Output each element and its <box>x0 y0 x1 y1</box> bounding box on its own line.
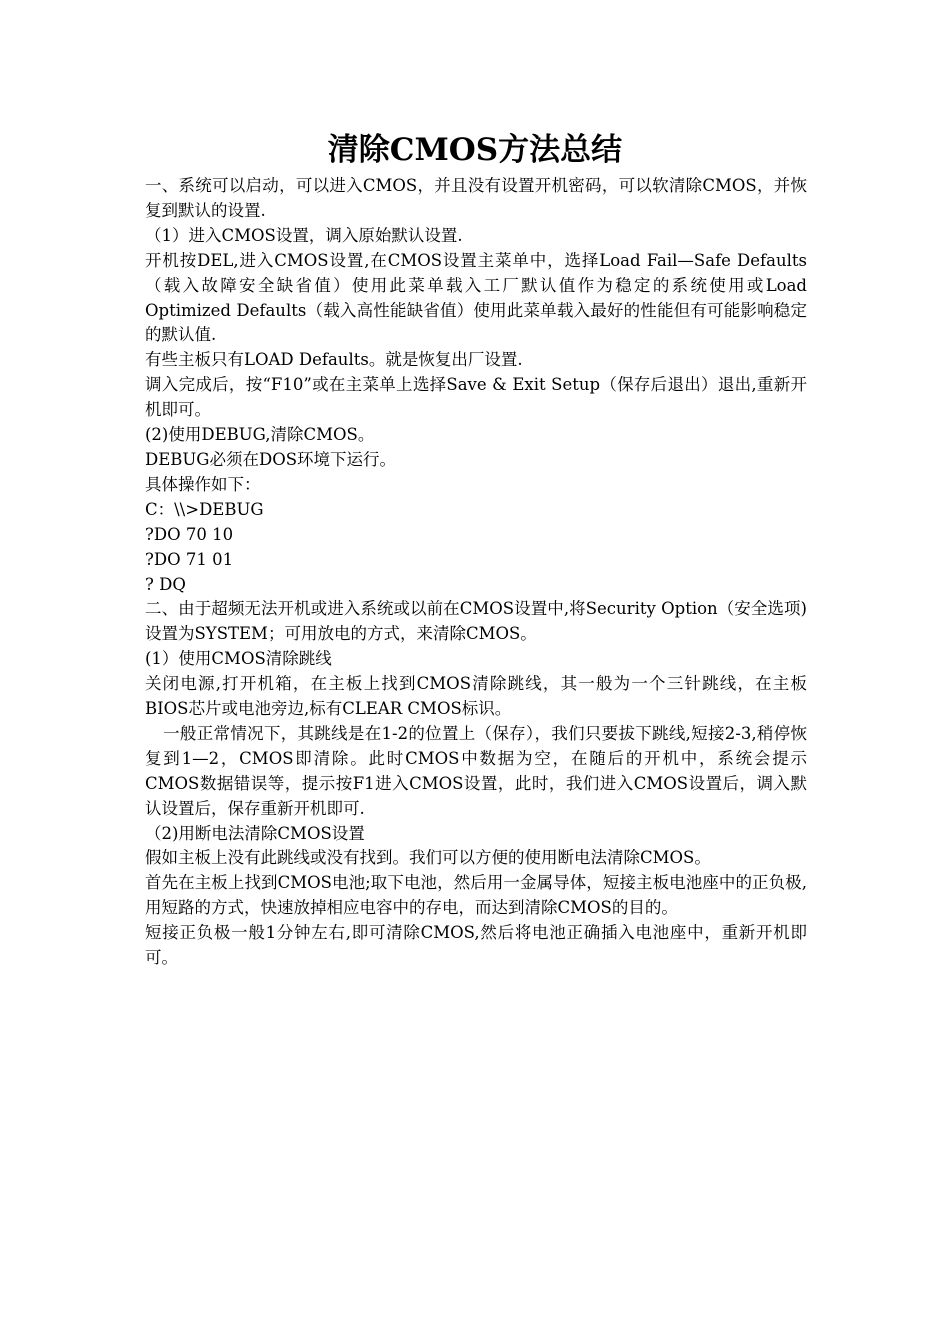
code-line-2: ?DO 70 10 <box>145 524 234 544</box>
document-body <box>145 174 813 971</box>
paragraph-1: 一、系统可以启动，可以进入CMOS，并且没有设置开机密码，可以软清除CMOS，并恢复到默认的设置. <box>145 176 807 220</box>
paragraph-16: 一般正常情况下，其跳线是在1-2的位置上（保存），我们只要拔下跳线,短接2-3,稍停恢复到1—2，CMOS即清除。此时CMOS中数据为空，在随后的开机中，系统会提示CMOS数据错误等，提示按F1进入CMOS设置，此时，我们进入CMOS设置后，调入默认设置后，保存重新开机即可. <box>145 723 807 818</box>
paragraph-17: （2)用断电法清除CMOS设置 <box>145 823 365 843</box>
paragraph-15: 关闭电源,打开机箱，在主板上找到CMOS清除跳线，其一般为一个三针跳线，在主板BIOS芯片或电池旁边,标有CLEAR CMOS标识。 <box>145 674 807 719</box>
paragraph-5: 调入完成后，按“F10”或在主菜单上选择Save & Exit Setup（保存后退出）退出,重新开机即可。 <box>145 375 807 420</box>
paragraph-6: (2)使用DEBUG,清除CMOS。 <box>145 425 375 445</box>
paragraph-14: (1）使用CMOS清除跳线 <box>145 649 332 669</box>
code-line-1: C：\\>DEBUG <box>145 499 264 519</box>
paragraph-13: 二、由于超频无法开机或进入系统或以前在CMOS设置中,将Security Option（安全选项)设置为SYSTEM；可用放电的方式，来清除CMOS。 <box>145 599 807 644</box>
paragraph-3: 开机按DEL,进入CMOS设置,在CMOS设置主菜单中，选择Load Fail—Safe Defaults（载入故障安全缺省值）使用此菜单载入工厂默认值作为稳定的系统使用或Load Optimized Defaults（载入高性能缺省值）使用此菜单载入最好的性能但有可能影响稳定的默认值. <box>145 250 813 345</box>
paragraph-2: （1）进入CMOS设置，调入原始默认设置. <box>145 225 463 245</box>
paragraph-7: DEBUG必须在DOS环境下运行。 <box>145 449 397 469</box>
document-title: 清除CMOS方法总结 <box>327 132 623 168</box>
paragraph-8: 具体操作如下： <box>145 474 261 494</box>
paragraph-18: 假如主板上没有此跳线或没有找到。我们可以方便的使用断电法清除CMOS。 <box>145 848 711 868</box>
paragraph-19: 首先在主板上找到CMOS电池;取下电池，然后用一金属导体，短接主板电池座中的正负极,用短路的方式，快速放掉相应电容中的存电，而达到清除CMOS的目的。 <box>145 873 807 918</box>
code-line-3: ?DO 71 01 <box>145 549 234 569</box>
paragraph-4: 有些主板只有LOAD Defaults。就是恢复出厂设置. <box>145 350 523 370</box>
paragraph-20: 短接正负极一般1分钟左右,即可清除CMOS,然后将电池正确插入电池座中，重新开机即可。 <box>145 923 807 968</box>
code-line-4: ? DQ <box>145 574 186 594</box>
